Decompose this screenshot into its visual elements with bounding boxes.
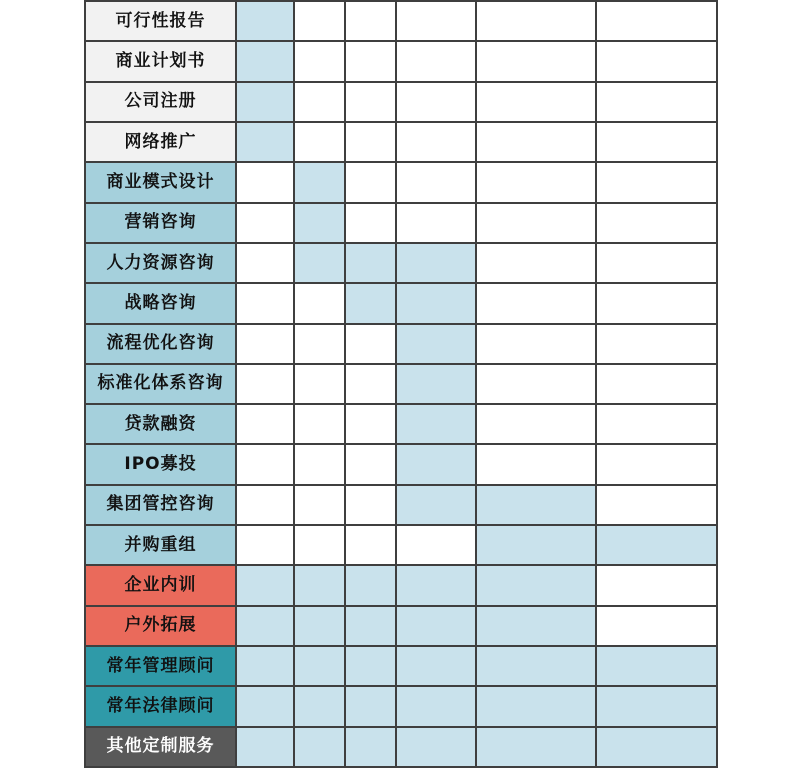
grid-cell-r13-c3	[346, 486, 395, 524]
grid-cell-r17-c6	[597, 647, 716, 685]
row-label-2: 商业计划书	[86, 42, 235, 80]
grid-cell-r13-c4	[397, 486, 475, 524]
grid-cell-r14-c5	[477, 526, 595, 564]
grid-cell-r9-c6	[597, 325, 716, 363]
grid-cell-r7-c4	[397, 244, 475, 282]
row-label-14: 并购重组	[86, 526, 235, 564]
service-schedule-matrix	[84, 0, 718, 768]
grid-cell-r1-c5	[477, 2, 595, 40]
grid-cell-r13-c2	[295, 486, 344, 524]
grid-cell-r10-c6	[597, 365, 716, 403]
grid-cell-r2-c2	[295, 42, 344, 80]
grid-cell-r1-c4	[397, 2, 475, 40]
grid-cell-r16-c1	[237, 607, 293, 645]
grid-cell-r12-c6	[597, 445, 716, 483]
grid-cell-r2-c4	[397, 42, 475, 80]
grid-cell-r6-c2	[295, 204, 344, 242]
grid-cell-r3-c2	[295, 83, 344, 121]
grid-cell-r18-c2	[295, 687, 344, 725]
row-label-1: 可行性报告	[86, 2, 235, 40]
grid-cell-r12-c4	[397, 445, 475, 483]
grid-cell-r15-c5	[477, 566, 595, 604]
grid-cell-r1-c3	[346, 2, 395, 40]
grid-cell-r12-c1	[237, 445, 293, 483]
grid-cell-r14-c6	[597, 526, 716, 564]
grid-cell-r19-c4	[397, 728, 475, 766]
grid-cell-r5-c4	[397, 163, 475, 201]
row-label-6: 营销咨询	[86, 204, 235, 242]
grid-cell-r4-c4	[397, 123, 475, 161]
grid-cell-r15-c6	[597, 566, 716, 604]
grid-cell-r7-c6	[597, 244, 716, 282]
grid-cell-r13-c6	[597, 486, 716, 524]
grid-cell-r4-c6	[597, 123, 716, 161]
grid-cell-r12-c2	[295, 445, 344, 483]
grid-cell-r11-c1	[237, 405, 293, 443]
grid-cell-r5-c6	[597, 163, 716, 201]
grid-cell-r5-c1	[237, 163, 293, 201]
row-label-15: 企业内训	[86, 566, 235, 604]
grid-cell-r16-c2	[295, 607, 344, 645]
grid-cell-r12-c5	[477, 445, 595, 483]
grid-cell-r15-c2	[295, 566, 344, 604]
grid-cell-r4-c1	[237, 123, 293, 161]
grid-cell-r18-c5	[477, 687, 595, 725]
grid-cell-r5-c3	[346, 163, 395, 201]
grid-cell-r11-c4	[397, 405, 475, 443]
grid-cell-r8-c3	[346, 284, 395, 322]
grid-cell-r10-c2	[295, 365, 344, 403]
grid-cell-r19-c6	[597, 728, 716, 766]
row-label-7: 人力资源咨询	[86, 244, 235, 282]
grid-cell-r11-c3	[346, 405, 395, 443]
grid-cell-r8-c2	[295, 284, 344, 322]
grid-cell-r4-c5	[477, 123, 595, 161]
grid-cell-r8-c5	[477, 284, 595, 322]
row-label-13: 集团管控咨询	[86, 486, 235, 524]
row-label-3: 公司注册	[86, 83, 235, 121]
grid-cell-r19-c2	[295, 728, 344, 766]
grid-cell-r16-c6	[597, 607, 716, 645]
grid-cell-r14-c4	[397, 526, 475, 564]
grid-cell-r6-c1	[237, 204, 293, 242]
grid-cell-r6-c5	[477, 204, 595, 242]
grid-cell-r17-c2	[295, 647, 344, 685]
grid-cell-r8-c4	[397, 284, 475, 322]
grid-cell-r4-c2	[295, 123, 344, 161]
grid-cell-r19-c1	[237, 728, 293, 766]
grid-cell-r6-c4	[397, 204, 475, 242]
grid-cell-r11-c2	[295, 405, 344, 443]
grid-cell-r13-c1	[237, 486, 293, 524]
grid-cell-r15-c1	[237, 566, 293, 604]
row-label-18: 常年法律顾问	[86, 687, 235, 725]
row-label-19: 其他定制服务	[86, 728, 235, 766]
grid-cell-r18-c3	[346, 687, 395, 725]
grid-cell-r13-c5	[477, 486, 595, 524]
grid-cell-r18-c4	[397, 687, 475, 725]
grid-cell-r9-c1	[237, 325, 293, 363]
row-label-4: 网络推广	[86, 123, 235, 161]
grid-cell-r3-c5	[477, 83, 595, 121]
grid-cell-r16-c4	[397, 607, 475, 645]
grid-cell-r6-c6	[597, 204, 716, 242]
grid-cell-r7-c5	[477, 244, 595, 282]
grid-cell-r2-c6	[597, 42, 716, 80]
grid-cell-r3-c6	[597, 83, 716, 121]
grid-cell-r2-c1	[237, 42, 293, 80]
grid-cell-r4-c3	[346, 123, 395, 161]
grid-cell-r11-c5	[477, 405, 595, 443]
grid-cell-r8-c6	[597, 284, 716, 322]
grid-cell-r18-c1	[237, 687, 293, 725]
grid-cell-r9-c5	[477, 325, 595, 363]
grid-cell-r1-c1	[237, 2, 293, 40]
grid-cell-r14-c1	[237, 526, 293, 564]
row-label-8: 战略咨询	[86, 284, 235, 322]
grid-cell-r7-c2	[295, 244, 344, 282]
grid-cell-r19-c5	[477, 728, 595, 766]
row-label-17: 常年管理顾问	[86, 647, 235, 685]
grid-cell-r10-c4	[397, 365, 475, 403]
grid-cell-r7-c1	[237, 244, 293, 282]
grid-cell-r1-c6	[597, 2, 716, 40]
grid-cell-r15-c4	[397, 566, 475, 604]
grid-cell-r10-c3	[346, 365, 395, 403]
grid-cell-r10-c1	[237, 365, 293, 403]
grid-cell-r5-c2	[295, 163, 344, 201]
row-label-11: 贷款融资	[86, 405, 235, 443]
grid-cell-r9-c4	[397, 325, 475, 363]
row-label-12: IPO募投	[86, 445, 235, 483]
grid-cell-r7-c3	[346, 244, 395, 282]
grid-cell-r5-c5	[477, 163, 595, 201]
grid-cell-r16-c5	[477, 607, 595, 645]
grid-cell-r6-c3	[346, 204, 395, 242]
grid-cell-r11-c6	[597, 405, 716, 443]
grid-cell-r3-c3	[346, 83, 395, 121]
grid-cell-r17-c4	[397, 647, 475, 685]
grid-cell-r2-c3	[346, 42, 395, 80]
grid-cell-r17-c3	[346, 647, 395, 685]
grid-cell-r10-c5	[477, 365, 595, 403]
grid-cell-r9-c2	[295, 325, 344, 363]
row-label-5: 商业模式设计	[86, 163, 235, 201]
grid-cell-r18-c6	[597, 687, 716, 725]
grid-cell-r8-c1	[237, 284, 293, 322]
row-label-16: 户外拓展	[86, 607, 235, 645]
grid-cell-r17-c1	[237, 647, 293, 685]
grid-cell-r19-c3	[346, 728, 395, 766]
row-label-10: 标准化体系咨询	[86, 365, 235, 403]
grid-cell-r14-c3	[346, 526, 395, 564]
grid-cell-r16-c3	[346, 607, 395, 645]
grid-cell-r1-c2	[295, 2, 344, 40]
grid-cell-r2-c5	[477, 42, 595, 80]
grid-cell-r14-c2	[295, 526, 344, 564]
grid-cell-r3-c1	[237, 83, 293, 121]
grid-cell-r9-c3	[346, 325, 395, 363]
grid-cell-r17-c5	[477, 647, 595, 685]
row-label-9: 流程优化咨询	[86, 325, 235, 363]
grid-cell-r15-c3	[346, 566, 395, 604]
grid-cell-r3-c4	[397, 83, 475, 121]
grid-cell-r12-c3	[346, 445, 395, 483]
